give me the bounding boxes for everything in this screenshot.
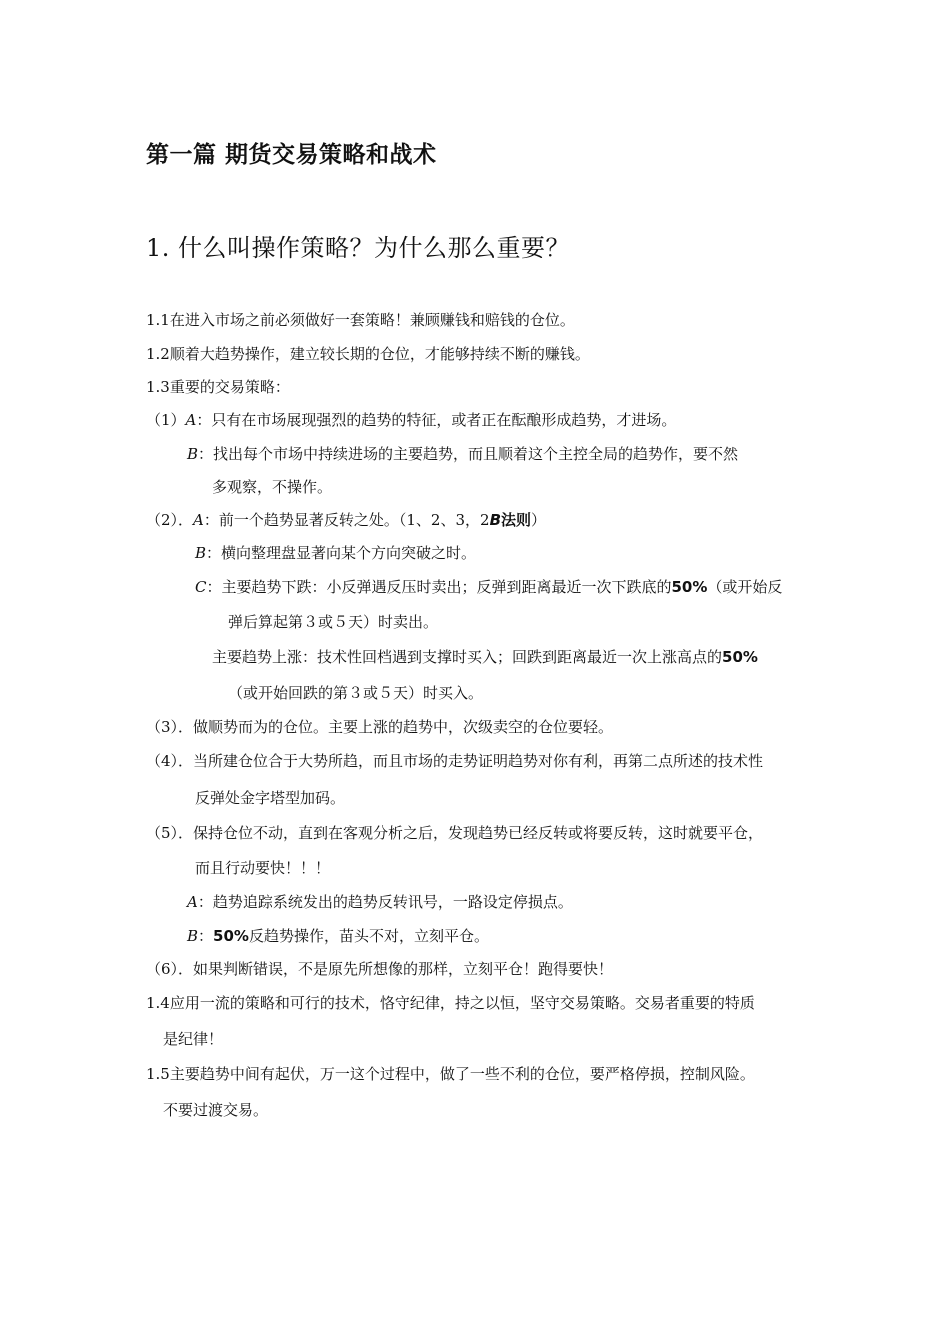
item-1b	[187, 444, 738, 464]
paragraph-1-1: 1.1在进入市场之前必须做好一套策略！兼顾赚钱和赔钱的仓位。	[146, 311, 575, 329]
item-1-number: （1）	[146, 411, 186, 429]
paragraph-1-2: 1.2顺着大趋势操作，建立较长期的仓位，才能够持续不断的赚钱。	[146, 345, 590, 363]
item-2b-label: B	[195, 544, 207, 562]
item-2a-bold-b: B	[489, 511, 502, 529]
item-2d-text: 主要趋势上涨：技术性回档遇到支撑时买入；回跌到距离最近一次上涨高点的	[212, 648, 723, 666]
paragraph-1-4: 1.4应用一流的策略和可行的技术，恪守纪律，持之以恒，坚守交易策略。交易者重要的特质	[146, 994, 755, 1012]
item-5: （5）．保持仓位不动，直到在客观分析之后，发现趋势已经反转或将要反转，这时就要平仓，	[146, 824, 764, 842]
item-5a-label: A	[187, 893, 198, 911]
item-2c-tail: （或开始反	[707, 578, 783, 596]
section-heading: 1. 什么叫操作策略？为什么那么重要？	[146, 234, 571, 262]
item-1a-text: ：只有在市场展现强烈的趋势的特征，或者正在酝酿形成趋势，才进场。	[196, 411, 677, 429]
item-1b-label: B	[187, 445, 199, 463]
item-2c-text: ：主要趋势下跌：小反弹遇反压时卖出；反弹到距离最近一次下跌底的	[206, 578, 672, 596]
item-2a-text: ：前一个趋势显著反转之处。（1、2、3，2	[203, 511, 490, 529]
item-3: （3）．做顺势而为的仓位。主要上涨的趋势中，次级卖空的仓位要轻。	[146, 718, 614, 736]
item-1a	[146, 410, 676, 430]
item-5b-percent: 50%	[213, 927, 249, 945]
item-2c-percent: 50%	[671, 578, 708, 596]
item-1a-label: A	[185, 411, 197, 429]
item-5b-text: 反趋势操作，苗头不对，立刻平仓。	[248, 927, 489, 945]
item-4-continued: 反弹处金字塔型加码。	[195, 789, 346, 807]
item-5b-sep: ：	[198, 927, 214, 945]
item-2a	[146, 510, 546, 530]
item-5b	[187, 926, 489, 946]
item-2-number: （2）．	[146, 511, 194, 529]
item-5-continued: 而且行动要快！！！	[195, 859, 331, 877]
item-2b	[195, 543, 476, 563]
item-2c-label: C	[195, 578, 207, 596]
item-2a-label: A	[193, 511, 204, 529]
item-2d-percent: 50%	[722, 648, 758, 666]
document-title: 第一篇 期货交易策略和战术	[146, 142, 437, 168]
item-2c-continued: 弹后算起第３或５天）时卖出。	[228, 613, 439, 631]
item-5b-label: B	[187, 927, 199, 945]
item-4: （4）．当所建仓位合于大势所趋，而且市场的走势证明趋势对你有利，再第二点所述的技术性	[146, 752, 764, 770]
item-2a-bold-rule: 法则	[501, 511, 532, 529]
paragraph-1-5: 1.5主要趋势中间有起伏，万一这个过程中，做了一些不利的仓位，要严格停损，控制风险。	[146, 1065, 755, 1083]
item-2a-close: ）	[531, 511, 547, 529]
item-2d-continued: （或开始回跌的第３或５天）时买入。	[228, 684, 484, 702]
item-2d	[212, 647, 758, 667]
item-6: （6）．如果判断错误，不是原先所想像的那样，立刻平仓！跑得要快！	[146, 960, 614, 978]
paragraph-1-4-continued: 是纪律！	[163, 1030, 224, 1048]
item-1b-text: ：找出每个市场中持续进场的主要趋势，而且顺着这个主控全局的趋势作，要不然	[198, 445, 739, 463]
paragraph-1-5-continued: 不要过渡交易。	[163, 1101, 269, 1119]
item-5a	[187, 892, 573, 912]
item-5a-text: ：趋势追踪系统发出的趋势反转讯号，一路设定停损点。	[197, 893, 573, 911]
item-2c	[195, 577, 782, 597]
item-1b-continued: 多观察，不操作。	[212, 478, 333, 496]
paragraph-1-3: 1.3重要的交易策略：	[146, 378, 290, 396]
item-2b-text: ：横向整理盘显著向某个方向突破之时。	[206, 544, 477, 562]
